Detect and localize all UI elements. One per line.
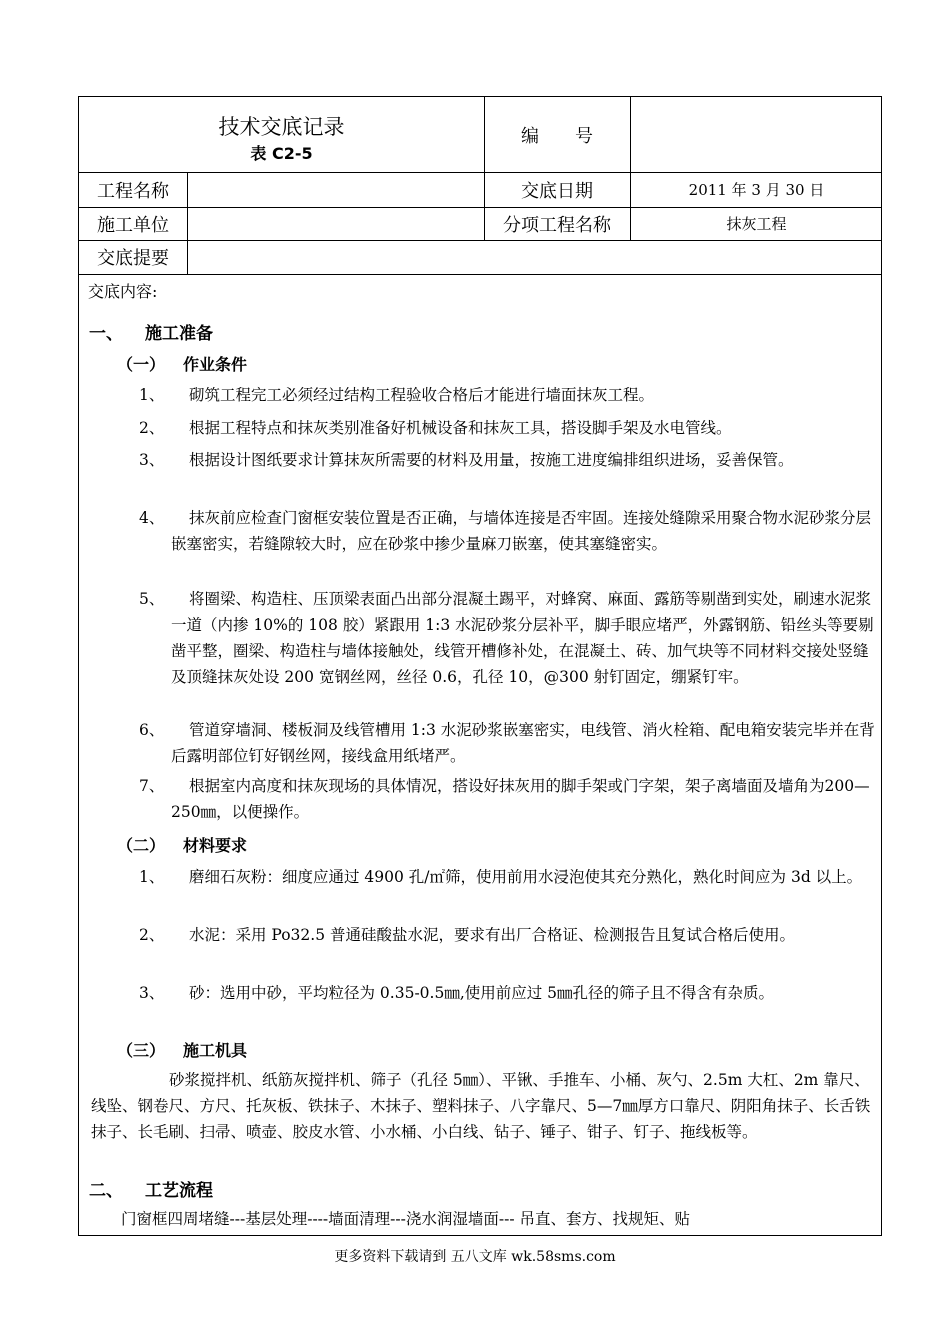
item-number: 2、 [139, 926, 165, 944]
section2-title: 工艺流程 [145, 1181, 213, 1201]
list-item [139, 505, 875, 557]
list-item [139, 586, 875, 690]
date-label: 交底日期 [521, 180, 593, 202]
item-number: 1、 [139, 386, 165, 404]
item-number: 5、 [139, 590, 165, 608]
number-value [630, 97, 882, 172]
list-item [139, 773, 875, 825]
process-paragraph: 门窗框四周堵缝---基层处理----墙面清理---浇水润湿墙面--- 吊直、套方、找规矩、贴 [121, 1210, 691, 1228]
subproject-label: 分项工程名称 [503, 214, 611, 236]
item-text: 将圈梁、构造柱、压顶梁表面凸出部分混凝土踢平，对蜂窝、麻面、露筋等剔凿到实处，刷速水泥浆一道（内掺 10%的 108 胶）紧跟用 1:3 水泥砂浆分层补平，脚手眼应堵严，外露钢筋、铅丝头等要剔凿平整，圈梁、构造柱与墙体接触处，线管开槽修补处，在混凝土、砖、加气块等不同材料交接处竖缝及顶缝抹灰处设 200 宽钢丝网，丝径 0.6，孔径 10，@300 射钉固定，绷紧钉牢。 [171, 590, 874, 686]
item-number: 3、 [139, 451, 165, 469]
list-item [139, 415, 875, 441]
section2-number: 二、 [89, 1181, 123, 1201]
section1-number: 一、 [89, 324, 123, 344]
sub3-number: （三） [117, 1041, 166, 1060]
project-name-label: 工程名称 [97, 180, 169, 202]
item-number: 6、 [139, 721, 165, 739]
footer-note: 更多资料下载请到 五八文库 wk.58sms.com [334, 1249, 616, 1265]
date-value: 2011 年 3 月 30 日 [688, 181, 825, 199]
construction-unit-label: 施工单位 [97, 214, 169, 236]
form-code: 表 C2-5 [250, 144, 313, 163]
section1-title: 施工准备 [145, 324, 213, 344]
content-intro: 交底内容: [88, 282, 158, 301]
tools-paragraph: 砂浆搅拌机、纸筋灰搅拌机、筛子（孔径 5㎜）、平锹、手推车、小桶、灰勺、2.5m 大杠、2m 靠尺、线坠、钢卷尺、方尺、托灰板、铁抹子、木抹子、塑料抹子、八字靠尺、5—7㎜厚方口靠尺、阴阳角抹子、长舌铁抹子、长毛刷、扫帚、喷壶、胶皮水管、小水桶、小白线、钻子、锤子、钳子、钉子、拖线板等。 [91, 1071, 871, 1141]
number-label: 编 号 [521, 125, 593, 147]
list-item [139, 382, 875, 408]
sub3-title: 施工机具 [183, 1041, 248, 1060]
item-text: 抹灰前应检查门窗框安装位置是否正确，与墙体连接是否牢固。连接处缝隙采用聚合物水泥砂浆分层嵌塞密实，若缝隙较大时，应在砂浆中掺少量麻刀嵌塞，使其塞缝密实。 [171, 509, 872, 553]
list-item [139, 864, 875, 890]
sub1-title: 作业条件 [183, 355, 248, 374]
item-number: 7、 [139, 777, 165, 795]
item-number: 1、 [139, 868, 165, 886]
list-item [139, 922, 875, 948]
sub2-number: （二） [117, 836, 166, 855]
item-number: 2、 [139, 419, 165, 437]
construction-unit-value [187, 207, 484, 240]
item-number: 4、 [139, 509, 165, 527]
item-text: 管道穿墙洞、楼板洞及线管槽用 1:3 水泥砂浆嵌塞密实，电线管、消火栓箱、配电箱安装完毕并在背后露明部位钉好钢丝网，接线盒用纸堵严。 [171, 721, 875, 765]
summary-value [187, 240, 882, 274]
row-divider [79, 274, 881, 275]
item-text: 水泥：采用 Po32.5 普通硅酸盐水泥，要求有出厂合格证、检测报告且复试合格后使用。 [189, 926, 796, 944]
summary-label: 交底提要 [97, 248, 169, 269]
form-title: 技术交底记录 [218, 115, 345, 139]
item-text: 砂：选用中砂，平均粒径为 0.35-0.5㎜,使用前应过 5㎜孔径的筛子且不得含有杂质。 [189, 984, 775, 1002]
record-table [78, 96, 882, 1236]
list-item [139, 980, 875, 1006]
item-number: 3、 [139, 984, 165, 1002]
item-text: 根据工程特点和抹灰类别准备好机械设备和抹灰工具，搭设脚手架及水电管线。 [189, 419, 732, 437]
item-text: 磨细石灰粉：细度应通过 4900 孔/㎡筛，使用前用水浸泡使其充分熟化，熟化时间应为 3d 以上。 [189, 868, 863, 886]
item-text: 根据室内高度和抹灰现场的具体情况，搭设好抹灰用的脚手架或门字架，架子离墙面及墙角为200—250㎜，以便操作。 [171, 777, 870, 821]
item-text: 根据设计图纸要求计算抹灰所需要的材料及用量，按施工进度编排组织进场，妥善保管。 [189, 451, 794, 469]
list-item [139, 717, 875, 769]
sub2-title: 材料要求 [183, 836, 248, 855]
item-text: 砌筑工程完工必须经过结构工程验收合格后才能进行墙面抹灰工程。 [189, 386, 655, 404]
list-item [139, 447, 875, 473]
sub1-number: （一） [117, 355, 166, 374]
project-name-value [187, 172, 484, 207]
subproject-value: 抹灰工程 [726, 215, 787, 233]
